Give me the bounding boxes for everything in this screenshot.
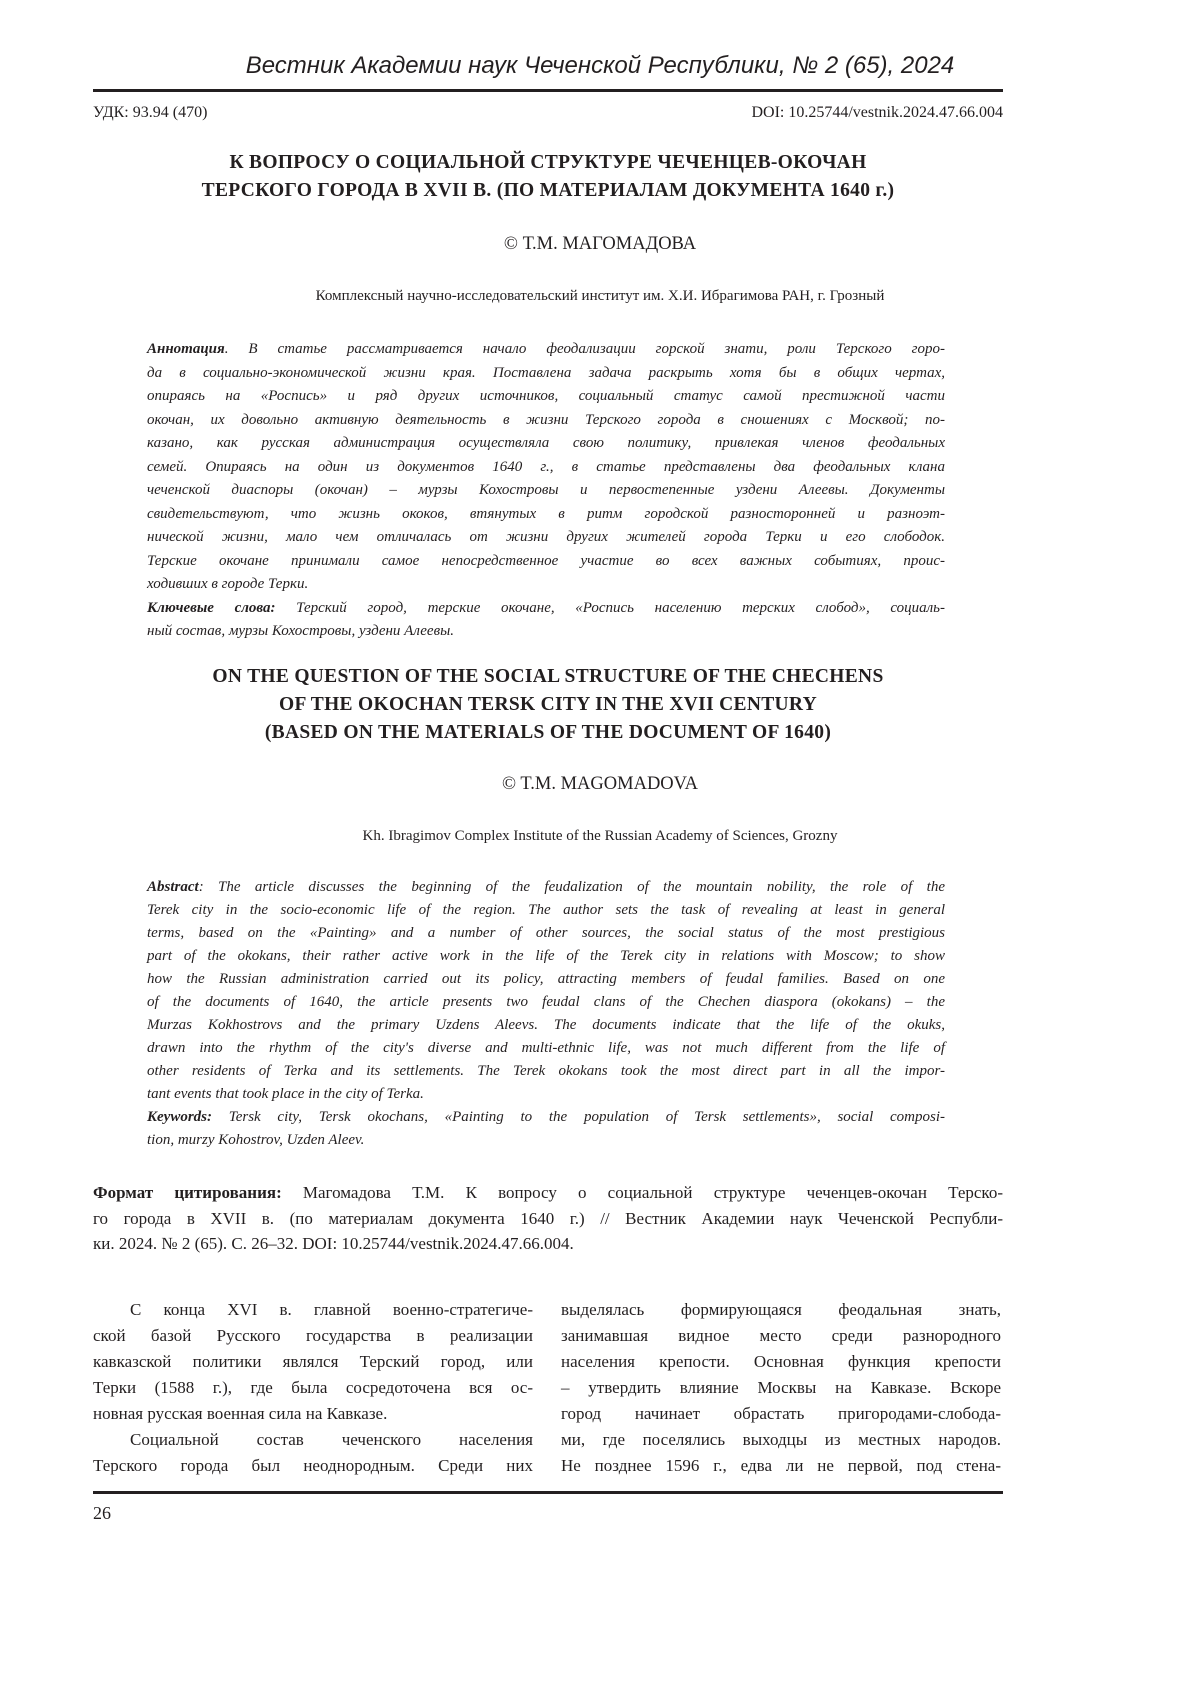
- abstract-text: other residents of Terka and its settlements. The Terek okokans took the most direct part in all the impor-: [147, 1063, 945, 1079]
- keywords-text: Tersk city, Tersk okochans, «Painting to the population of Tersk settlements», social composi-: [212, 1109, 945, 1125]
- abstract-text: окочан, их довольно активную деятельность в жизни Терского города в сношениях с Москвой; по-: [147, 412, 945, 428]
- body-line: населения крепости. Основная функция крепости: [561, 1349, 1001, 1375]
- abstract-line: [147, 550, 945, 574]
- abstract-text: да в социально-экономической жизни края. Поставлена задача раскрыть хотя бы в общих чертах,: [147, 365, 945, 381]
- page-number: 26: [93, 1503, 111, 1524]
- abstract-text: нической жизни, мало чем отличалась от жизни других жителей города Терки и его слободок.: [147, 529, 945, 545]
- ru-affiliation: Комплексный научно-исследовательский институт им. Х.И. Ибрагимова РАН, г. Грозный: [0, 288, 1200, 305]
- body-line: Терского города был неоднородным. Среди них: [93, 1453, 533, 1479]
- body-line: выделялась формирующаяся феодальная знать,: [561, 1297, 1001, 1323]
- abstract-text: Murzas Kokhostrovs and the primary Uzdens Aleevs. The documents indicate that the life of the okuks,: [147, 1017, 945, 1033]
- citation-line: [93, 1206, 1003, 1232]
- footer-rule: [93, 1491, 1003, 1494]
- title-line: ТЕРСКОГО ГОРОДА В XVII В. (ПО МАТЕРИАЛАМ ДОКУМЕНТА 1640 г.): [93, 177, 1003, 205]
- citation-text: го города в XVII в. (по материалам документа 1640 г.) // Вестник Академии наук Чеченской Республи-: [93, 1209, 1003, 1228]
- keywords-text: tion, murzy Kohostrov, Uzden Aleev.: [147, 1132, 364, 1148]
- abstract-text: казано, как русская администрация осуществляла свою политику, привлекая членов феодальных: [147, 435, 945, 451]
- abstract-line: [147, 1060, 945, 1083]
- citation: [93, 1180, 1003, 1257]
- doi: DOI: 10.25744/vestnik.2024.47.66.004: [751, 104, 1003, 122]
- abstract-line: [147, 456, 945, 480]
- body-line: ми, где поселялись выходцы из местных народов.: [561, 1427, 1001, 1453]
- document-page: [0, 0, 1200, 1698]
- abstract-text: ходивших в городе Терки.: [147, 576, 308, 592]
- keywords-line: [147, 1129, 945, 1152]
- abstract-text: . В статье рассматривается начало феодализации горской знати, роли Терского горо-: [225, 341, 945, 357]
- en-affiliation: Kh. Ibragimov Complex Institute of the Russian Academy of Sciences, Grozny: [0, 828, 1200, 845]
- abstract-text: terms, based on the «Painting» and a number of other sources, the social status of the most prestigious: [147, 925, 945, 941]
- title-line: ON THE QUESTION OF THE SOCIAL STRUCTURE OF THE CHECHENS: [93, 663, 1003, 691]
- abstract-text: чеченской диаспоры (окочан) – мурзы Кохостровы и первостепенные уздени Алеевы. Документы: [147, 482, 945, 498]
- abstract-text: опираясь на «Роспись» и ряд других источников, социальный статус самой престижной части: [147, 388, 945, 404]
- keywords-text: Терский город, терские окочане, «Роспись населению терских слобод», социаль-: [276, 600, 945, 616]
- abstract-text: of the documents of 1640, the article presents two feudal clans of the Chechen diaspora (okokans) – the: [147, 994, 945, 1010]
- citation-label: Формат цитирования:: [93, 1183, 282, 1202]
- abstract-text: how the Russian administration carried out its policy, attracting members of feudal families. Based on one: [147, 971, 945, 987]
- body-line: кавказской политики являлся Терский город, или: [93, 1349, 533, 1375]
- keywords-line: [147, 1106, 945, 1129]
- abstract-line: [147, 409, 945, 433]
- body-line: Не позднее 1596 г., едва ли не первой, под стена-: [561, 1453, 1001, 1479]
- keywords-text: ный состав, мурзы Кохостровы, уздени Алеевы.: [147, 623, 454, 639]
- title-line: (BASED ON THE MATERIALS OF THE DOCUMENT OF 1640): [93, 719, 1003, 747]
- ru-title: [93, 149, 1003, 205]
- abstract-label: Аннотация: [147, 341, 225, 357]
- body-line: С конца XVI в. главной военно-стратегиче-: [93, 1297, 533, 1323]
- body-line: ской базой Русского государства в реализации: [93, 1323, 533, 1349]
- abstract-text: свидетельствуют, что жизнь ококов, втянутых в ритм городской разносторонней и разноэт-: [147, 506, 945, 522]
- body-line: Терки (1588 г.), где была сосредоточена вся ос-: [93, 1375, 533, 1401]
- abstract-line: [147, 362, 945, 386]
- en-abstract: [147, 876, 945, 1152]
- citation-line: [93, 1231, 1003, 1257]
- body-column-right: [561, 1297, 1001, 1479]
- abstract-line: [147, 526, 945, 550]
- body-line: занимавшая видное место среди разнородного: [561, 1323, 1001, 1349]
- citation-line: [93, 1180, 1003, 1206]
- en-author: © T.M. MAGOMADOVA: [0, 774, 1200, 795]
- abstract-line: [147, 573, 945, 597]
- keywords-label: Ключевые слова:: [147, 600, 276, 616]
- abstract-text: Терские окочане принимали самое непосредственное участие во всех важных событиях, проис-: [147, 553, 945, 569]
- abstract-text: part of the okokans, their rather active work in the life of the Terek city in relations with Moscow; to show: [147, 948, 945, 964]
- abstract-line: [147, 432, 945, 456]
- body-line: – утвердить влияние Москвы на Кавказе. Вскоре: [561, 1375, 1001, 1401]
- abstract-line: [147, 385, 945, 409]
- abstract-line: [147, 1083, 945, 1106]
- keywords-line: [147, 597, 945, 621]
- body-line: новная русская военная сила на Кавказе.: [93, 1401, 533, 1427]
- abstract-line: [147, 899, 945, 922]
- abstract-line: [147, 991, 945, 1014]
- udk: УДК: 93.94 (470): [93, 104, 207, 122]
- abstract-line: [147, 1037, 945, 1060]
- abstract-label: Abstract: [147, 879, 199, 895]
- abstract-line: [147, 1014, 945, 1037]
- abstract-text: : The article discusses the beginning of the feudalization of the mountain nobility, the role of the: [199, 879, 945, 895]
- abstract-line: [147, 876, 945, 899]
- ru-abstract: [147, 338, 945, 644]
- keywords-line: [147, 620, 945, 644]
- abstract-line: [147, 945, 945, 968]
- abstract-text: семей. Опираясь на один из документов 1640 г., в статье представлены два феодальных клана: [147, 459, 945, 475]
- body-column-left: [93, 1297, 533, 1479]
- abstract-text: drawn into the rhythm of the city's diverse and multi-ethnic life, was not much different from the life of: [147, 1040, 945, 1056]
- title-line: К ВОПРОСУ О СОЦИАЛЬНОЙ СТРУКТУРЕ ЧЕЧЕНЦЕВ-ОКОЧАН: [93, 149, 1003, 177]
- abstract-text: tant events that took place in the city of Terka.: [147, 1086, 424, 1102]
- journal-header: Вестник Академии наук Чеченской Республики, № 2 (65), 2024: [0, 52, 1200, 80]
- meta-line: [93, 104, 1003, 122]
- title-line: OF THE OKOCHAN TERSK CITY IN THE XVII CENTURY: [93, 691, 1003, 719]
- keywords-label: Keywords:: [147, 1109, 212, 1125]
- citation-text: ки. 2024. № 2 (65). С. 26–32. DOI: 10.25744/vestnik.2024.47.66.004.: [93, 1234, 574, 1253]
- abstract-line: [147, 503, 945, 527]
- abstract-line: [147, 479, 945, 503]
- ru-author: © Т.М. МАГОМАДОВА: [0, 234, 1200, 255]
- body-line: Социальной состав чеченского населения: [93, 1427, 533, 1453]
- citation-text: Магомадова Т.М. К вопросу о социальной структуре чеченцев-окочан Терско-: [282, 1183, 1003, 1202]
- abstract-line: [147, 922, 945, 945]
- abstract-text: Terek city in the socio-economic life of the region. The author sets the task of revealing at least in general: [147, 902, 945, 918]
- en-title: [93, 663, 1003, 747]
- body-line: город начинает обрастать пригородами-слобода-: [561, 1401, 1001, 1427]
- abstract-line: [147, 968, 945, 991]
- header-rule: [93, 89, 1003, 92]
- abstract-line: [147, 338, 945, 362]
